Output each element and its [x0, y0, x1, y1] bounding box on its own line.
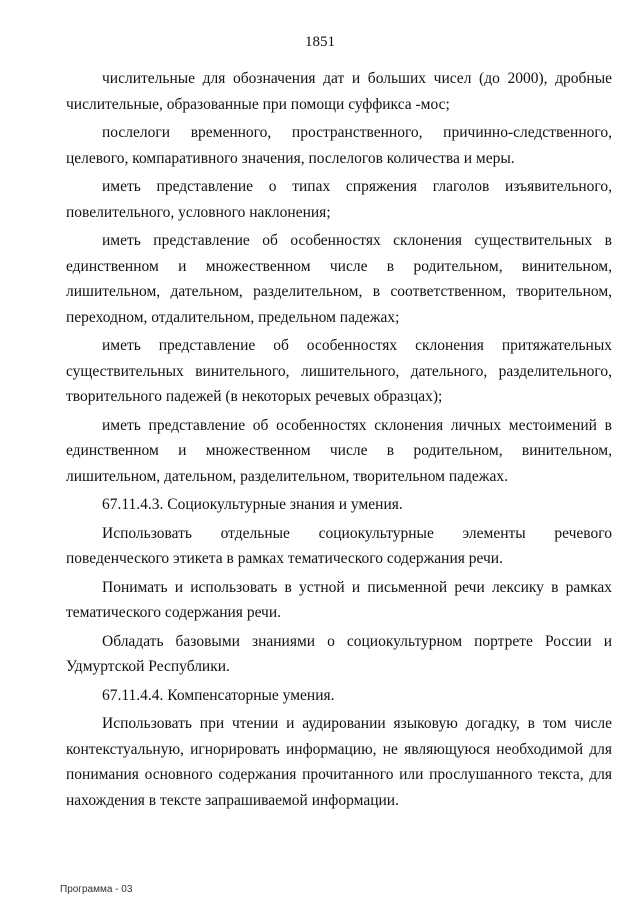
paragraph-language-guess: Использовать при чтении и аудировании языковую догадку, в том числе контекстуальную, игнорировать информацию, не являющуюся необходимой для понимания основного содержания прочитанного или прослушанного текста, для нахождения в тексте запрашиваемой информации. [66, 715, 612, 809]
footer-label: Программа - 03 [60, 884, 133, 895]
section-heading-sociocultural: 67.11.4.3. Социокультурные знания и умения. [102, 496, 403, 513]
paragraph-lexicon: Понимать и использовать в устной и письменной речи лексику в рамках тематического содержания речи. [66, 578, 612, 621]
page-number: 1851 [305, 34, 335, 50]
paragraph-pronoun-declension: иметь представление об особенностях склонения личных местоимений в единственном и множественном числе в родительном, винительном, лишительном, дательном, разделительном, творительном падежах. [66, 416, 612, 485]
section-heading-compensatory: 67.11.4.4. Компенсаторные умения. [102, 686, 335, 704]
paragraph-verb-conjugation: иметь представление о типах спряжения глаголов изъявительного, повелительного, условного наклонения; [66, 178, 612, 221]
paragraph-sociocultural-portrait: Обладать базовыми знаниями о социокультурном портрете России и Удмуртской Республики. [66, 632, 612, 675]
paragraph-possessive-declension: иметь представление об особенностях склонения притяжательных существительных винительного, лишительного, дательного, разделительного, творительного падежей (в некоторых речевых образцах); [66, 337, 612, 405]
paragraph-speech-etiquette: Использовать отдельные социокультурные элементы речевого поведенческого этикета в рамках тематического содержания речи. [66, 524, 612, 567]
paragraph-numerals: числительные для обозначения дат и больших чисел (до 2000), дробные числительные, образованные при помощи суффикса -мос; [66, 70, 612, 113]
paragraph-postpositions: послелоги временного, пространственного, причинно-следственного, целевого, компаративного значения, послелогов количества и меры. [66, 124, 612, 167]
paragraph-noun-declension: иметь представление об особенностях склонения существительных в единственном и множественном числе в родительном, винительном, лишительном, дательном, разделительном, в соответственном, творительном, переходном, отдалительном, предельном падежах; [66, 232, 612, 326]
body-text [66, 66, 612, 813]
